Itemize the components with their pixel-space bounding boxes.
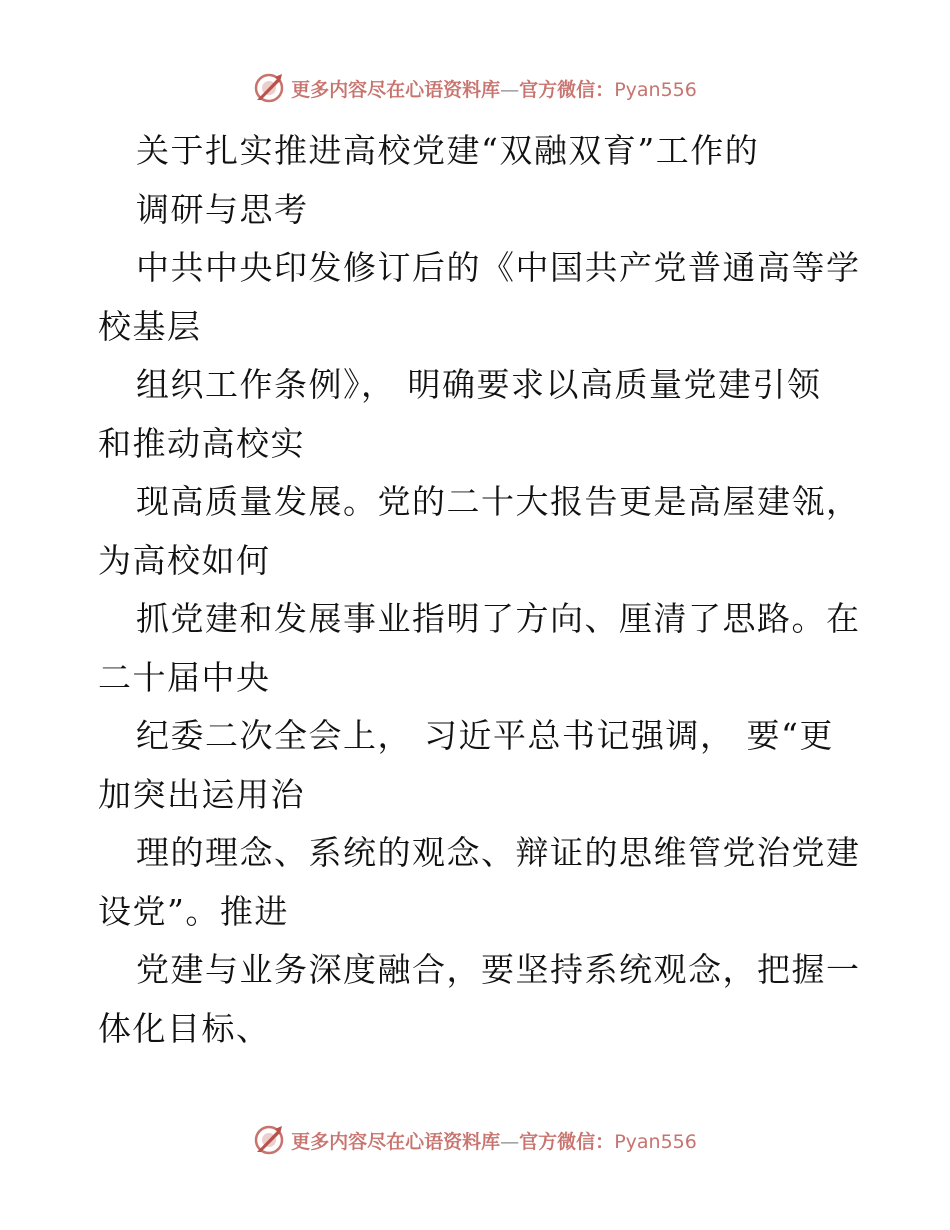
text-line: 设党”。推进 <box>98 891 289 931</box>
watermark-wechat-id: Pyan556 <box>614 78 697 101</box>
quill-circle-logo-icon <box>253 1124 285 1156</box>
text-line: 关于扎实推进高校党建“双融双育”工作的 <box>136 131 760 170</box>
text-line: 纪委二次全会上， 习近平总书记强调， 要“更 <box>136 716 834 755</box>
watermark-header <box>0 72 950 104</box>
text-line: 和推动高校实 <box>98 423 305 463</box>
text-line: 抓党建和发展事业指明了方向、厘清了思路。在 <box>136 599 861 638</box>
watermark-contact: 官方微信： <box>519 78 615 101</box>
watermark-contact: 官方微信： <box>519 1130 615 1153</box>
text-line: 中共中央印发修订后的《中国共产党普通高等学 <box>136 248 861 287</box>
watermark-separator: — <box>500 78 520 101</box>
watermark-footer <box>0 1124 950 1156</box>
watermark-brand: 更多内容尽在心语资料库 <box>291 78 501 101</box>
quill-circle-logo-icon <box>253 72 285 104</box>
text-line: 二十届中央 <box>98 657 271 697</box>
text-line: 组织工作条例》， 明确要求以高质量党建引领 <box>136 365 822 404</box>
watermark-brand: 更多内容尽在心语资料库 <box>291 1130 501 1153</box>
text-line: 为高校如何 <box>98 540 271 580</box>
text-line: 校基层 <box>98 306 202 346</box>
text-line: 党建与业务深度融合，要坚持系统观念，把握一 <box>136 950 861 989</box>
watermark-separator: — <box>500 1130 520 1153</box>
watermark-wechat-id: Pyan556 <box>614 1130 697 1153</box>
text-line: 调研与思考 <box>136 189 309 229</box>
text-line: 加突出运用治 <box>98 774 305 814</box>
document-body <box>98 122 861 1058</box>
text-line: 理的理念、系统的观念、辩证的思维管党治党建 <box>136 833 861 872</box>
text-line: 体化目标、 <box>98 1008 271 1048</box>
text-line: 现高质量发展。党的二十大报告更是高屋建瓴， <box>136 482 861 521</box>
